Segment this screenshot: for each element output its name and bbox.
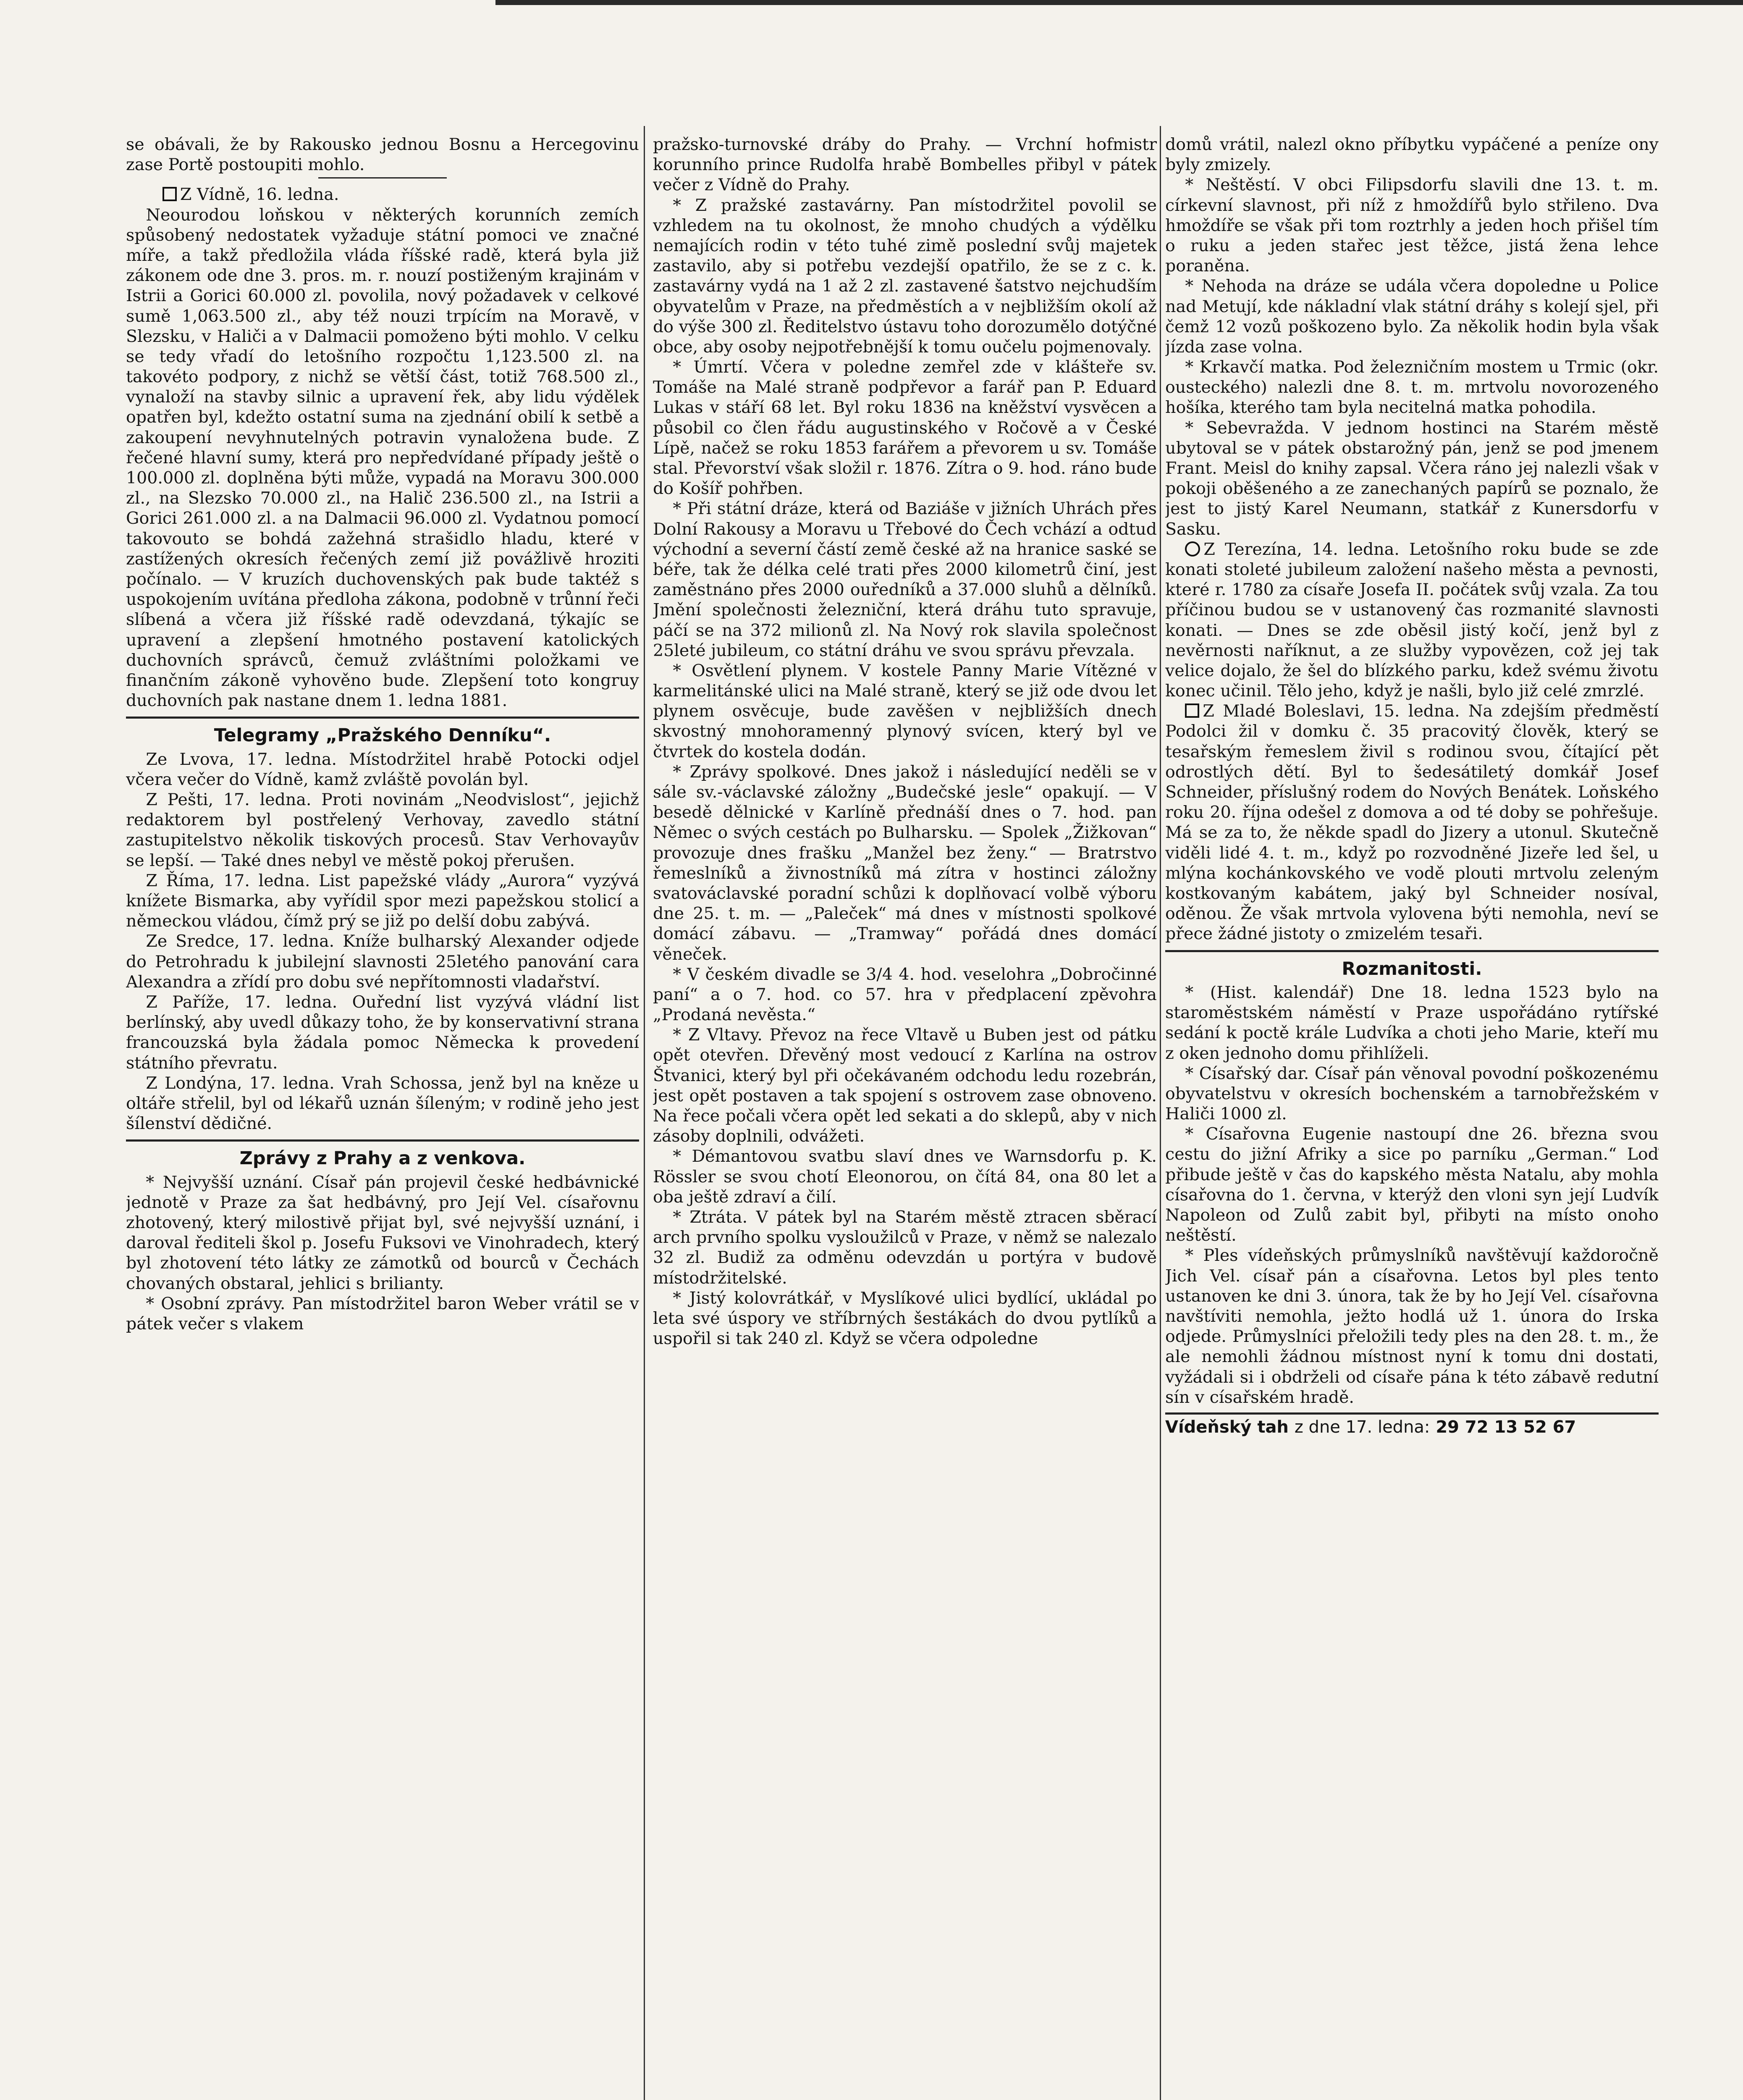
- dateline-terezin: Z Terezína, 14. ledna.: [1203, 539, 1400, 559]
- divider: [318, 177, 447, 178]
- article-terezin: Z Terezína, 14. ledna. Letošního roku bude se zde konati stoleté jubileum založení našeho města a pevnosti, které r. 1780 za císaře Josefa II. počátek svůj vzala. Za tou příčinou budou se v ustanovený čas rozmanité slavnosti konati. — Dnes se zde oběsil jistý kočí, jenž byl z nevěrnosti naříknut, a ze služby vypovězen, což jej tak velice dojalo, že šel do blízkého parku, kdež svému životu konec učinil. Tělo jeho, když je našli, bylo již celé zmrzlé.: [1165, 539, 1659, 701]
- telegram-london: Z Londýna, 17. ledna. Vrah Schossa, jenž byl na kněze u oltáře střelil, byl od lékařů uznán šíleným; v rodině jeho jest šílenství dědičné.: [126, 1073, 639, 1134]
- article-organ-grinder: * Jistý kolovrátkář, v Myslíkové ulici bydlící, ukládal po leta své úspory ve stříbrných šestákách do dvou pytlíků a uspořil si tak 240 zl. Když se včera odpoledne: [653, 1288, 1157, 1349]
- section-divider: [1165, 950, 1659, 952]
- article-death: * Úmrtí. Včera v poledne zemřel zde v klášteře sv. Tomáše na Malé straně podpřevor a farář pan P. Eduard Lukas v stáří 68 let. Byl roku 1836 na kněžství vysvěcen a působil co člen řádu augustinského v Ročově a v České Lípě, načež se roku 1853 farářem a převorem u sv. Tomáše stal. Převorství však složil r. 1876. Zítra o 9. hod. ráno bude do Košíř pohřben.: [653, 357, 1157, 499]
- article-personal-news: * Osobní zprávy. Pan místodržitel baron Weber vrátil se v pátek večer s vlakem: [126, 1294, 639, 1334]
- telegram-pest: Z Pešti, 17. ledna. Proti novinám „Neodvislost“, jejichž redaktorem byl postřelený Verhovay, zavedlo státní zastupitelstvo několik tiskových procesů. Stav Verhovayův se lepší. — Také dnes nebyl ve městě pokoj přerušen.: [126, 790, 639, 870]
- article-diamond-wedding: * Démantovou svatbu slaví dnes ve Warnsdorfu p. K. Rössler se svou chotí Eleonorou, on čítá 84, ona 80 let a oba ještě zdraví a čilí.: [653, 1147, 1157, 1207]
- article-industrialists-ball: * Ples vídeňských průmyslníků navštěvují každoročně Jich Vel. císař pán a císařovna. Letos byl ples tento ustanoven ke dni 3. února, tak že by ho Její Vel. císařovna navštíviti nemohla, ježto hodlá už 1. února do Irska odjede. Průmyslníci přeložili tedy ples na den 28. t. m., že ale nemohli žádnou místnost nyní k tomu dni dostati, vyžádali si i obdrželi od císaře pána k této zábavě redutní sín v císařském hradě.: [1165, 1246, 1659, 1407]
- column-rule-1: [644, 126, 645, 2100]
- lottery-draw: Vídeňský tah z dne 17. ledna: 29 72 13 52 67: [1165, 1412, 1659, 1438]
- article-gas-lighting: * Osvětlení plynem. V kostele Panny Marie Vítězné v karmelitánské ulici na Malé straně, který se již ode dvou let plynem osvěcuje, bude zavěšen v nejbližších dnech skvostný mnohoramenný plynový svícen, který byl ve čtvrtek do kostela dodán.: [653, 661, 1157, 761]
- square-mark-icon: [163, 187, 177, 201]
- article-continuation: pražsko-turnovské dráby do Prahy. — Vrchní hofmistr korunního prince Rudolfa hrabě Bombelles přibyl v pátek večer z Vídně do Prahy.: [653, 135, 1157, 195]
- section-divider: [126, 1139, 639, 1142]
- telegram-lvov: Ze Lvova, 17. ledna. Místodržitel hrabě Potocki odjel včera večer do Vídně, kamž zvláště povolán byl.: [126, 749, 639, 789]
- telegram-rome: Z Říma, 17. ledna. List papežské vlády „Aurora“ vyzývá knížete Bismarka, aby vyřídil spor mezi papežskou stolicí a německou vládou, čímž prý se již po delší dobu zabývá.: [126, 871, 639, 931]
- article-empress-eugenie: * Císařovna Eugenie nastoupí dne 26. března svou cestu do jižní Afriky a sice po parníku „German.“ Loď přibude ještě v čas do kapského města Natalu, aby mohla císařovna do 1. června, v kterýž den vloni syn její Ludvík Napoleon od Zulů zabit byl, přibyti na místo onoho neštěstí.: [1165, 1124, 1659, 1245]
- article-club-news: * Zprávy spolkové. Dnes jakož i následující neděli se v sále sv.-václavské záložny „Budečské jesle“ opakují. — V besedě dělnické v Karlíně přednáší dnes o 7. hod. pan Němec o svých cestách po Bulharsku. — Spolek „Žižkovan“ provozuje dnes frašku „Manžel bez ženy.“ — Bratrstvo řemeslníků a živnostníků má zítra v hostinci záložny svatováclavské poradní schůzi k doplňovací volbě výboru dne 25. t. m. — „Paleček“ má dnes v místnosti spolkové domácí zábavu. — „Tramway“ pořádá dnes domácí věneček.: [653, 762, 1157, 964]
- column-rule-2: [1160, 126, 1161, 2100]
- section-heading-news: Zprávy z Prahy a z venkova.: [239, 1148, 526, 1169]
- article-loss: * Ztráta. V pátek byl na Starém městě ztracen sběrací arch prvního spolku vysloužilců v Praze, v němž se nalezalo 32 zl. Budiž za odměnu odevzdán u portýra v budově místodržitelské.: [653, 1207, 1157, 1288]
- square-mark-icon: [1185, 704, 1199, 718]
- article-boleslav: Z Mladé Boleslavi, 15. ledna. Na zdejším předměstí Podolci žil v domku č. 35 pracovitý člověk, který se tesařským řemeslem živil s rodinou svou, čítající pět odrostlých dětí. Byl to šedesátiletý domkář Josef Schneider, příslušný rodem do Nových Benátek. Loňského roku 20. října odešel z domova a od té doby se pohřešuje. Má se za to, že někde spadl do Jizery a utonul. Skutečně viděli lidé 4. t. m., když po rozvodněné Jizeře led šel, u mlýna kochánkovského ve vodě plouti mrtvolu zeleným kostkovaným kabátem, jaký byl Schneider nosíval, oděnou. Že však mrtvola vylovena býti nemohla, neví se přece žádné jistoty o zmizelém tesaři.: [1165, 701, 1659, 944]
- article-vltava: * Z Vltavy. Převoz na řece Vltavě u Buben jest od pátku opět otevřen. Dřevěný most vedoucí z Karlína na ostrov Štvanici, který byl při očekávaném odchodu ledu rozebrán, jest opět postaven a tak spojení s ostrovem zase obnoveno. Na řece počali včera opět led sekati a do sklepů, aby v nich zásoby doplnili, odvážeti.: [653, 1025, 1157, 1146]
- article-rail-mishap: * Nehoda na dráze se udála včera dopoledne u Police nad Metují, kde nákladní vlak státní dráhy s kolejí sjel, při čemž 12 vozů poškozeno bylo. Za několik hodin byla však jízda zase volna.: [1165, 276, 1659, 357]
- section-divider: [126, 717, 639, 719]
- section-heading-miscellany: Rozmanitosti.: [1342, 958, 1482, 979]
- article-famine-relief: Neourodou loňskou v některých korunních zemích spůsobený nedostatek vyžaduje státní pomoci ve značné míře, a takž předložila vláda říšské radě, která byla již zákonem ode dne 3. pros. m. r. nouzí postiženým krajinám v Istrii a Gorici 60.000 zl. povolila, nový požadavek v celkové sumě 1,063.500 zl., aby též nouzi trpícím na Moravě, v Slezsku, v Haliči a v Dalmacii pomoženo býti mohlo. V celku se tedy vřadí do letošního rozpočtu 1,123.500 zl. na takovéto podpory, z nichž se větší část, totiž 768.500 zl., vynaloží na stavby silnic a upravení řek, aby lidu výdělek opatřen byl, kdežto ostatní suma na zjednání obilí k setbě a zakoupení nevyhnutelných potravin vynaložena bude. Z řečené hlavní sumy, která pro nepředvídané případy ještě o 100.000 zl. doplněna býti může, vypadá na Moravu 300.000 zl., na Slezsko 70.000 zl., na Halič 236.500 zl., na Istrii a Gorici 261.000 zl. a na Dalmacii 96.000 zl. Vydatnou pomocí takovouto se bohdá zažehná strašidlo hladu, které v zastížených okresích řečených zemí již povážlivě hroziti počínalo. — V kruzích duchovenských pak bude taktéž s uspokojením uvítána předloha zákona, podobně v trůnní řeči slíbená a včera již říšské radě odevzdaná, týkajíc se upravení a zlepšení hmotného postavení katolických duchovních správců, čemuž zvláštními položkami ve finančním zákoně vyhověno bude. Zlepšení toto kongruy duchovních pak nastane dnem 1. ledna 1881.: [126, 205, 639, 711]
- article-theatre: * V českém divadle se 3/4 4. hod. veselohra „Dobročinné paní“ a o 7. hod. co 57. hra v předplacení zpěvohra „Prodaná nevěsta.“: [653, 964, 1157, 1025]
- article-accident: * Neštěstí. V obci Filipsdorfu slavili dne 13. t. m. církevní slavnost, při níž z hmoždířů bylo střileno. Dva hmoždíře se však při tom roztrhly a jeden hoch přišel tím o ruku a jeden stařec jest těžce, jistá žena lehce poraněna.: [1165, 175, 1659, 276]
- dateline-boleslav: Z Mladé Boleslavi, 15. ledna.: [1203, 701, 1460, 721]
- article-recognition: * Nejvyšší uznání. Císař pán projevil české hedbávnické jednotě v Praze za šat hedbávný, pro Její Vel. císařovnu zhotovený, který milostivě přijat byl, své nejvyšší uznání, i daroval řediteli škol p. Josefu Fuksovi ve Vinohradech, který byl zhotovení této látky ze zámotků od bourců v Čechách chovaných obstaral, jehlici s brilianty.: [126, 1172, 639, 1293]
- article-state-railway: * Při státní dráze, která od Baziáše v jižních Uhrách přes Dolní Rakousy a Moravu u Třebové do Čech vchází a odtud východní a severní částí země české až na hranice saské se béře, tak že délka celé trati přes 2000 kilometrů činí, jest zaměstnáno přes 2000 ouředníků a 37.000 sluhů a dělníků. Jmění společnosti železniční, která dráhu tuto spravuje, páčí se na 372 milionů zl. Na Nový rok slavila společnost 25leté jubileum, co státní dráhu ve svou správu převzala.: [653, 499, 1157, 660]
- article-imperial-gift: * Císařský dar. Císař pán věnoval povodní poškozenému obyvatelstvu v okresích bochenském a tarnobřežském v Haliči 1000 zl.: [1165, 1063, 1659, 1124]
- column-2: [653, 134, 1157, 2100]
- top-edge-rule: [495, 0, 1743, 5]
- section-heading-telegrams: Telegramy „Pražského Denníku“.: [214, 725, 551, 746]
- article-continuation: se obávali, že by Rakousko jednou Bosnu a Hercegovinu zase Portě postoupiti mohlo.: [126, 135, 639, 175]
- article-history-calendar: * (Hist. kalendář) Dne 18. ledna 1523 bylo na staroměstském náměstí v Praze uspořádáno rytířské sedání k poctě krále Ludvíka a choti jeho Marie, kteří mu z oken jednoho domu přihlíželi.: [1165, 982, 1659, 1063]
- lottery-numbers: 29 72 13 52 67: [1436, 1417, 1576, 1437]
- article-suicide: * Sebevražda. V jednom hostinci na Starém městě ubytoval se v pátek obstarožný pán, jenž se pod jmenem Frant. Meisl do knihy zapsal. Včera ráno jej nalezli však v pokoji oběšeného a ze zanechaných papírů se poznalo, že jest to jistý Karel Neumann, statkář z Kunersdorfu v Sasku.: [1165, 418, 1659, 539]
- telegram-sredec: Ze Sredce, 17. ledna. Kníže bulharský Alexander odjede do Petrohradu k jubilejní slavnosti 25letého panování cara Alexandra a zřídí pro dobu své nepřítomnosti vladařství.: [126, 932, 639, 992]
- telegram-paris: Z Paříže, 17. ledna. Ouřední list vyzývá vládní list berlínský, aby uvedl důkazy toho, že by konservativní strana francouzská byla žádala pomoc Německa k provedení státního převratu.: [126, 992, 639, 1073]
- article-continuation: domů vrátil, nalezl okno příbytku vypáčené a peníze ony byly zmizely.: [1165, 135, 1659, 175]
- circle-mark-icon: [1185, 541, 1200, 556]
- article-pawnshop: * Z pražské zastavárny. Pan místodržitel povolil se vzhledem na tu okolnost, že mnoho chudých a výdělku nemajících rodin v této tuhé zimě poslední svůj majetek zastavilo, aby si potřebu vezdejší opatřilo, že se z c. k. zastavárny vydá na 1 až 2 zl. zastavené šatstvo nejchudším obyvatelům v Praze, na předměstích a v nejbližším okolí až do výše 300 zl. Ředitelstvo ústavu toho dorozumělo dotýčné obce, aby osoby nejpotřebnější k tomu oučelu pojmenovaly.: [653, 195, 1157, 357]
- column-1: [126, 134, 639, 2100]
- article-raven-mother: * Krkavčí matka. Pod železničním mostem u Trmic (okr. ousteckého) nalezli dne 8. t. m. mrtvolu novorozeného hošíka, kterého tam byla necitelná matka pohodila.: [1165, 357, 1659, 417]
- column-3: [1165, 134, 1659, 2100]
- dateline-vienna: Z Vídně, 16. ledna.: [126, 184, 639, 205]
